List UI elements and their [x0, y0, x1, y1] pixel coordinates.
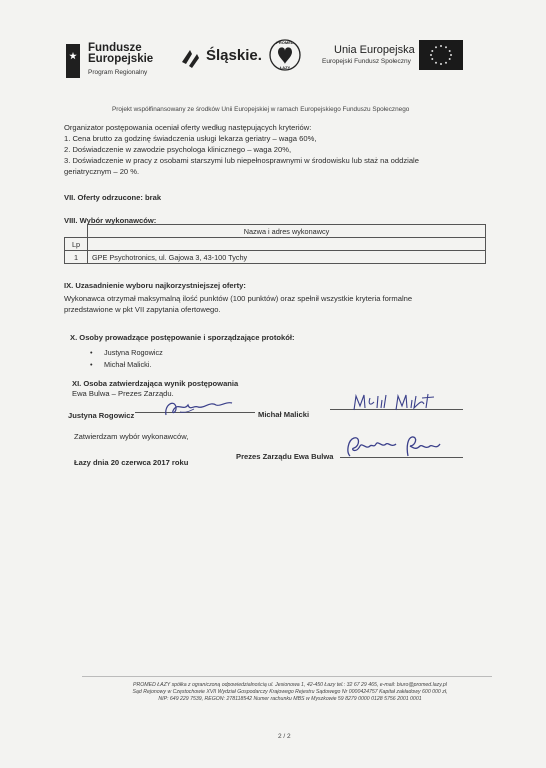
section-7-title: VII. Oferty odrzucone: brak	[64, 193, 162, 202]
svg-text:PROMED: PROMED	[276, 40, 294, 45]
fe-line3: Program Regionalny	[88, 69, 148, 76]
section-11-title: XI. Osoba zatwierdzająca wynik postępowania	[72, 379, 239, 388]
approval-text: Zatwierdzam wybór wykonawców,	[74, 432, 189, 441]
section-8-title: VIII. Wybór wykonawców:	[64, 216, 157, 225]
criterion-3a: 3. Doświadczenie w pracy z osobami starszymi lub niepełnosprawnymi w środowisku lub staż na oddziale	[64, 156, 419, 165]
fe-flag-icon	[66, 44, 80, 78]
criterion-1: 1. Cena brutto za godzinę świadczenia usługi lekarza geriatry – waga 60%,	[64, 134, 317, 143]
place-date: Łazy dnia 20 czerwca 2017 roku	[74, 458, 189, 467]
ue-line2: Europejski Fundusz Społeczny	[322, 58, 411, 65]
fe-line2: Europejskie	[88, 53, 154, 65]
section-10-title: X. Osoby prowadzące postępowanie i sporządzające protokół:	[70, 333, 295, 342]
svg-text:ŁAZY: ŁAZY	[279, 65, 291, 70]
section-11-line: Ewa Bulwa – Prezes Zarządu.	[72, 389, 174, 398]
person-2: • Michał Malicki.	[104, 360, 151, 369]
person-1: • Justyna Rogowicz	[104, 348, 163, 357]
fundusze-europejskie-logo	[66, 40, 186, 84]
signature-name-1: Justyna Rogowicz	[68, 411, 135, 420]
table-row	[65, 251, 486, 264]
signature-bulwa	[342, 432, 452, 462]
signature-name-2: Michał Malicki	[258, 410, 310, 419]
footer-line-3: NIP: 649 229 7539, REGON: 278118542 Numer rachunku MBS w Myszkowie 59 8279 0000 0128 5756 2001 0001	[158, 696, 422, 702]
row-contractor: GPE Psychotronics, ul. Gajowa 3, 43-100 Tychy	[88, 251, 486, 264]
ue-line1: Unia Europejska	[334, 44, 415, 56]
criterion-2: 2. Doświadczenie w zawodzie psychologa klinicznego – waga 20%,	[64, 145, 292, 154]
company-footer	[90, 682, 490, 703]
president-label: Prezes Zarządu Ewa Bulwa	[236, 452, 334, 461]
section-9-line1: Wykonawca otrzymał maksymalną ilość punktów (100 punktów) oraz spełnił wszystkie kryteria formalne	[64, 294, 413, 303]
col-lp-header: Lp	[65, 238, 88, 251]
page-number: 2 / 2	[278, 733, 291, 740]
col-name-header: Nazwa i adres wykonawcy	[88, 225, 486, 238]
signature-rogowicz	[160, 395, 236, 421]
eu-flag-icon	[419, 40, 463, 70]
table-subheader-row	[65, 238, 486, 251]
promed-emblem-icon	[268, 36, 302, 74]
project-note: Projekt współfinansowany ze środków Unii Europejskiej w ramach Europejskiego Funduszu Społecznego	[112, 106, 410, 113]
promed-logo	[268, 36, 302, 74]
contractors-table	[64, 224, 486, 264]
section-9-line2: przedstawione w pkt VII zapytania ofertowego.	[64, 305, 221, 314]
table-header-row	[65, 225, 486, 238]
slaskie-text: Śląskie.	[206, 47, 262, 64]
footer-line-2: Sąd Rejonowy w Częstochowie XVII Wydział Gospodarczy Krajowego Rejestru Sądowego Nr 0000424757 Kapitał zakładowy 600 000 zł,	[132, 689, 448, 695]
slaskie-mark-icon	[180, 48, 200, 68]
fe-line1: Fundusze	[88, 42, 142, 54]
signature-malicki	[350, 390, 440, 414]
criteria-intro: Organizator postępowania oceniał oferty według następujących kryteriów:	[64, 123, 312, 132]
footer-line-1: PROMED ŁAZY spółka z ograniczoną odpowiedzialnością ul. Jesionowa 1, 42-450 Łazy tel.: 32 67 29 465, e-mail: biuro@promed.lazy.pl	[133, 682, 447, 688]
footer-divider	[82, 676, 492, 677]
row-lp: 1	[65, 251, 88, 264]
criterion-3b: geriatrycznym – 20 %.	[64, 167, 140, 176]
section-9-title: IX. Uzasadnienie wyboru najkorzystniejszej oferty:	[64, 281, 246, 290]
